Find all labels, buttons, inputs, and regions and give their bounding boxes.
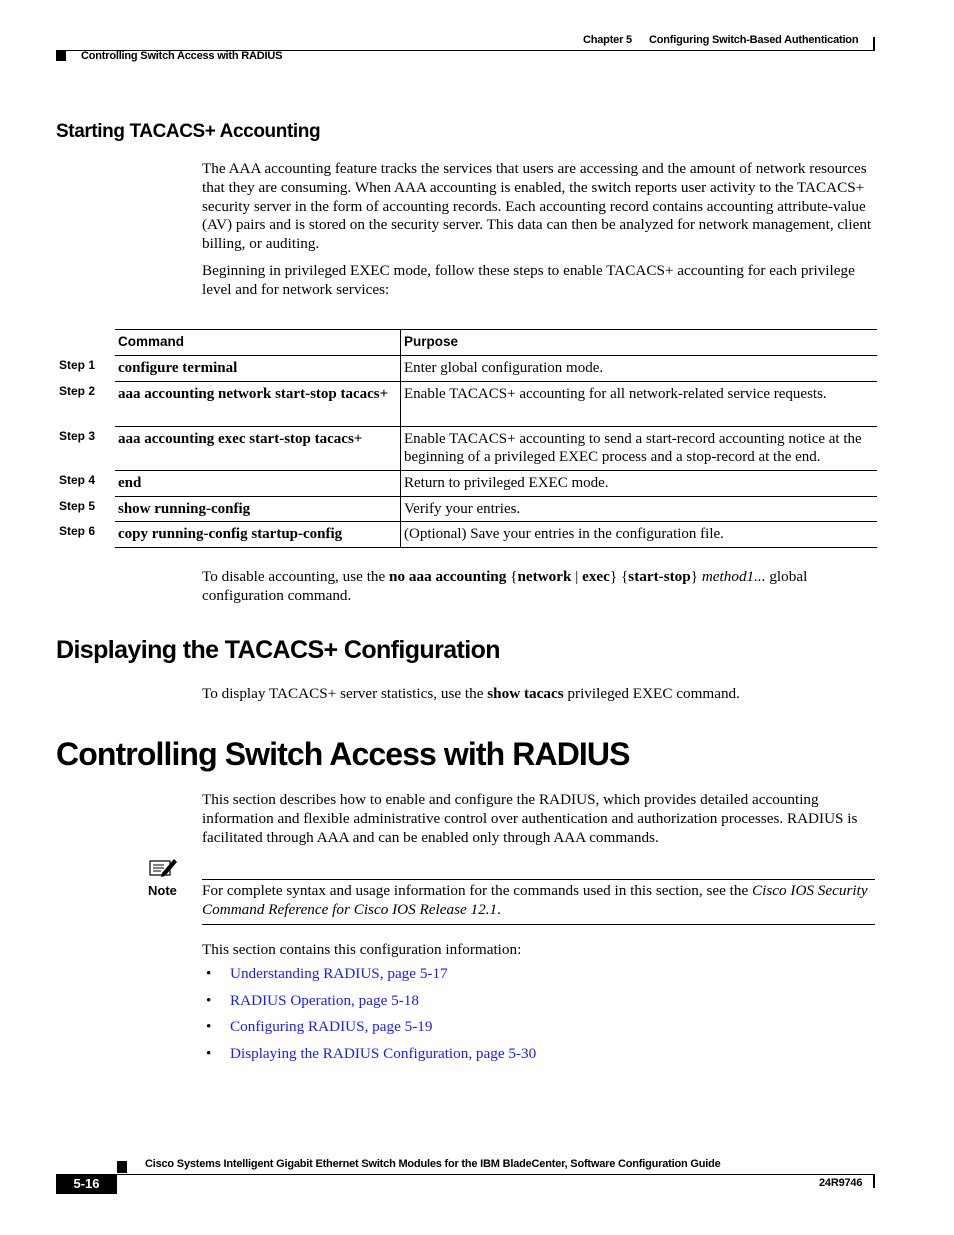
note-body: For complete syntax and usage information for the commands used in this section, see the [202, 882, 752, 899]
paragraph-radius-intro: This section describes how to enable and configure the RADIUS, which provides detailed accounting information and flexible administrative control over authentication and authorization processes. RADIUS is facilitated through AAA and can be enabled only through AAA commands. [202, 791, 858, 846]
paragraph-disable-accounting [202, 568, 877, 606]
bullet: • [206, 991, 212, 1009]
purpose-cell: Enable TACACS+ accounting for all network-related service requests. [404, 386, 827, 402]
list-item [202, 1045, 536, 1072]
keyword-exec: exec [582, 568, 610, 585]
step-label-4: Step 4 [59, 473, 96, 487]
bullet: • [206, 1045, 212, 1063]
step-label-1: Step 1 [59, 358, 96, 372]
disable-text-end: global configuration command. [202, 568, 808, 604]
page-number: 5-16 [73, 1176, 100, 1191]
note-reference-title: Cisco IOS Security Command Reference for Cisco IOS Release 12.1 [202, 882, 868, 918]
purpose-cell: (Optional) Save your entries in the configuration file. [404, 526, 724, 542]
footer-rule [117, 1174, 875, 1175]
footer-title: Cisco Systems Intelligent Gigabit Ethernet Switch Modules for the IBM BladeCenter, Software Configuration Guide [145, 1158, 721, 1170]
command-cell: configure terminal [115, 356, 401, 382]
footer-bar [873, 1174, 875, 1188]
note-period: . [497, 900, 501, 918]
show-tacacs-command: show tacacs [487, 685, 564, 702]
purpose-cell: Enable TACACS+ accounting to send a start-record accounting notice at the beginning of a privileged EXEC process and a stop-record at the end. [404, 431, 862, 465]
bullet: • [206, 965, 212, 982]
step-label-2: Step 2 [59, 384, 96, 398]
heading-displaying-tacacs-configuration: Displaying the TACACS+ Configuration [56, 636, 500, 664]
list-item [202, 1018, 536, 1045]
link-radius-operation[interactable]: RADIUS Operation, page 5-18 [230, 991, 419, 1009]
disable-text: To disable accounting, use the [202, 568, 390, 585]
note-text [202, 882, 877, 920]
brace-text: { [506, 568, 518, 585]
note-pencil-icon [148, 857, 178, 879]
command-table [115, 329, 877, 548]
step-label-6: Step 6 [59, 524, 96, 538]
column-header-command: Command [115, 330, 401, 356]
header-chapter: Chapter 5 [583, 34, 632, 46]
keyword-start-stop: start-stop [628, 568, 691, 585]
disable-command: no aaa accounting [389, 568, 507, 585]
header-chapter-title: Configuring Switch-Based Authentication [649, 34, 859, 46]
column-header-purpose: Purpose [404, 334, 459, 349]
command-cell: copy running-config startup-config [115, 522, 401, 548]
heading-starting-tacacs-accounting: Starting TACACS+ Accounting [56, 121, 321, 142]
link-understanding-radius[interactable]: Understanding RADIUS, page 5-17 [230, 965, 448, 982]
argument-method: method1... [701, 568, 766, 585]
command-cell: show running-config [115, 497, 401, 522]
brace-text: } [690, 568, 702, 585]
separator-text: | [571, 568, 583, 585]
keyword-network: network [517, 568, 572, 585]
link-configuring-radius[interactable]: Configuring RADIUS, page 5-19 [230, 1018, 433, 1036]
list-item [202, 992, 536, 1019]
heading-controlling-switch-access-radius: Controlling Switch Access with RADIUS [56, 736, 630, 772]
footer-doc-id: 24R9746 [819, 1177, 863, 1189]
note-bottom-rule [202, 924, 875, 925]
note-top-rule [202, 879, 875, 880]
paragraph-section-contents: This section contains this configuration information: [202, 941, 522, 958]
table-row [115, 427, 877, 471]
header-section: Controlling Switch Access with RADIUS [81, 50, 283, 62]
paragraph-accounting-intro [202, 160, 877, 300]
brace-text: } { [609, 568, 629, 585]
accounting-description: The AAA accounting feature tracks the services that users are accessing and the amount of network resources that they are consuming. When AAA accounting is enabled, the switch reports user activity to the TACACS+ security server in the form of accounting records. Each accounting record contains accounting attribute-value (AV) pairs and is stored on the security server. This data can then be analyzed for network management, client billing, or auditing. [202, 160, 872, 253]
table-row [115, 497, 877, 522]
list-item [202, 965, 536, 992]
purpose-cell: Enter global configuration mode. [404, 360, 604, 376]
bullet: • [206, 1018, 212, 1036]
table-row [115, 356, 877, 382]
radius-topic-list [202, 965, 536, 1072]
purpose-cell: Verify your entries. [404, 501, 521, 517]
command-cell: end [115, 471, 401, 497]
note-label: Note [148, 883, 177, 898]
header-bar [873, 37, 875, 51]
table-row [115, 522, 877, 548]
paragraph-display-tacacs [202, 685, 877, 704]
header-marker [56, 51, 66, 61]
table-row [115, 382, 877, 427]
command-cell: aaa accounting exec start-stop tacacs+ [115, 427, 401, 471]
display-text: To display TACACS+ server statistics, use the [202, 685, 488, 702]
step-label-3: Step 3 [59, 429, 96, 443]
footer-marker [117, 1161, 127, 1173]
accounting-steps-intro: Beginning in privileged EXEC mode, follow these steps to enable TACACS+ accounting for each privilege level and for network services: [202, 261, 855, 298]
table-row [115, 471, 877, 497]
step-label-5: Step 5 [59, 499, 96, 513]
purpose-cell: Return to privileged EXEC mode. [404, 475, 609, 491]
display-text-end: privileged EXEC command. [563, 685, 740, 702]
command-cell: aaa accounting network start-stop tacacs+ [115, 382, 401, 427]
link-displaying-radius-configuration[interactable]: Displaying the RADIUS Configuration, page 5-30 [230, 1045, 537, 1063]
table-header-row [115, 330, 877, 356]
